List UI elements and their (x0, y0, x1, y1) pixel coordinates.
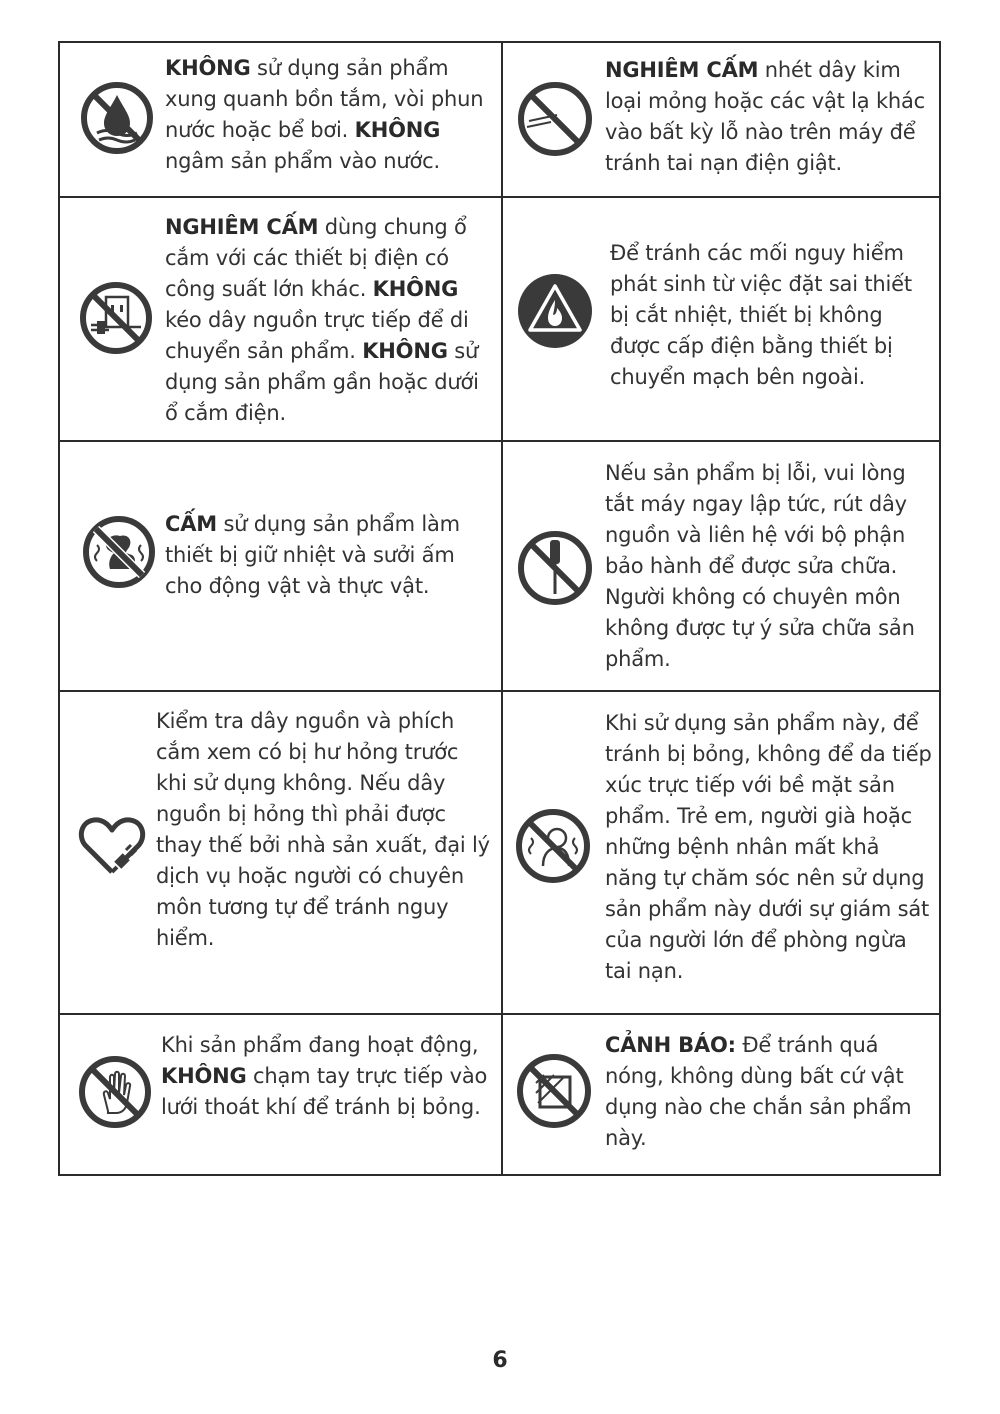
warning-cell-fire (503, 198, 941, 440)
bold-keyword: NGHIÊM CẤM (605, 58, 759, 82)
bold-keyword: KHÔNG (362, 339, 448, 363)
warning-text (165, 212, 495, 429)
no-water-icon (80, 81, 154, 155)
warning-cell-repair (503, 442, 941, 690)
warning-text-span: chạm tay trực tiếp vào lưới thoát khí để tránh bị bỏng. (161, 1064, 488, 1119)
warning-text-span: Nếu sản phẩm bị lỗi, vui lòng tắt máy ngay lập tức, rút dây nguồn và liên hệ với bộ phận bảo hành để được sửa chữa. Người không có chuyên môn không được tự ý sửa chữa sản phẩm. (605, 461, 915, 671)
bold-keyword: NGHIÊM CẤM (165, 215, 319, 239)
bold-keyword: KHÔNG (161, 1064, 247, 1088)
warning-text-span: Kiểm tra dây nguồn và phích cắm xem có bị hư hỏng trước khi sử dụng không. Nếu dây nguồn bị hỏng thì phải được thay thế bởi nhà sản xuất, đại lý dịch vụ hoặc người có chuyên môn tương tự để tránh nguy hiểm. (156, 709, 490, 950)
warning-cell-objects (503, 43, 941, 196)
no-shared-outlet-icon (79, 281, 153, 355)
no-disassembly-icon (517, 530, 593, 606)
warning-text-span: kéo dây nguồn trực tiếp để di chuyển sản phẩm. (165, 308, 469, 363)
page-number: 6 (492, 1348, 508, 1373)
warning-text (156, 706, 491, 954)
warning-text-span: ngâm sản phẩm vào nước. (165, 149, 440, 173)
warning-cell-cover (503, 1015, 941, 1174)
warning-text (605, 1030, 930, 1154)
bold-keyword: CẤM (165, 512, 217, 536)
no-animals-icon (82, 515, 156, 589)
warning-cell-touch (60, 1015, 501, 1174)
warning-text-span: sử dụng sản phẩm xung quanh bồn tắm, vòi phun nước hoặc bể bơi. (165, 56, 484, 142)
warning-text (605, 458, 925, 675)
warning-text (161, 1030, 496, 1123)
warning-cell-animals (60, 442, 501, 690)
bold-keyword: KHÔNG (165, 56, 251, 80)
fire-hazard-icon (517, 273, 593, 349)
warning-cell-skin (503, 692, 941, 1013)
warning-cell-outlet (60, 198, 501, 440)
warning-text-span: Khi sử dụng sản phẩm này, để tránh bị bỏng, không để da tiếp xúc trực tiếp với bề mặt sản phẩm. Trẻ em, người già hoặc những bệnh nhân mất khả năng tự chăm sóc nên sử dụng sản phẩm này dưới sự giám sát của người lớn để phòng ngừa tai nạn. (605, 711, 932, 983)
warning-text (605, 708, 935, 987)
warning-text-span: sử dụng sản phẩm gần hoặc dưới ổ cắm điện. (165, 339, 479, 425)
warning-text-span: nhét dây kim loại mỏng hoặc các vật lạ khác vào bất kỳ lỗ nào trên máy để tránh tai nạn điện giật. (605, 58, 926, 175)
warning-text-span: Để tránh các mối nguy hiểm phát sinh từ việc đặt sai thiết bị cắt nhiệt, thiết bị không được cấp điện bằng thiết bị chuyển mạch bên ngoài. (610, 241, 912, 389)
no-touch-icon (78, 1055, 152, 1129)
no-skin-contact-icon (515, 808, 591, 884)
bold-keyword: KHÔNG (372, 277, 459, 301)
warning-text (165, 53, 495, 177)
warning-text (610, 238, 930, 393)
bold-keyword: CẢNH BÁO: (605, 1033, 736, 1057)
warning-cell-water (60, 43, 501, 196)
warning-text-span: dùng chung ổ cắm với các thiết bị điện có công suất lớn khác. (165, 215, 467, 301)
no-cover-icon (516, 1053, 592, 1129)
warning-text (165, 509, 495, 602)
warning-text-span: sử dụng sản phẩm làm thiết bị giữ nhiệt và sưởi ấm cho động vật và thực vật. (165, 512, 460, 598)
warnings-table (58, 41, 941, 1176)
bold-keyword: KHÔNG (354, 118, 441, 142)
heart-plug-icon (76, 810, 148, 880)
warning-text-span: Khi sản phẩm đang hoạt động, (161, 1033, 479, 1057)
warning-text (605, 55, 935, 179)
warning-cell-cord (60, 692, 501, 1013)
warning-text-span: Để tránh quá nóng, không dùng bất cứ vật dụng nào che chắn sản phẩm này. (605, 1033, 912, 1150)
no-insert-objects-icon (517, 81, 593, 157)
